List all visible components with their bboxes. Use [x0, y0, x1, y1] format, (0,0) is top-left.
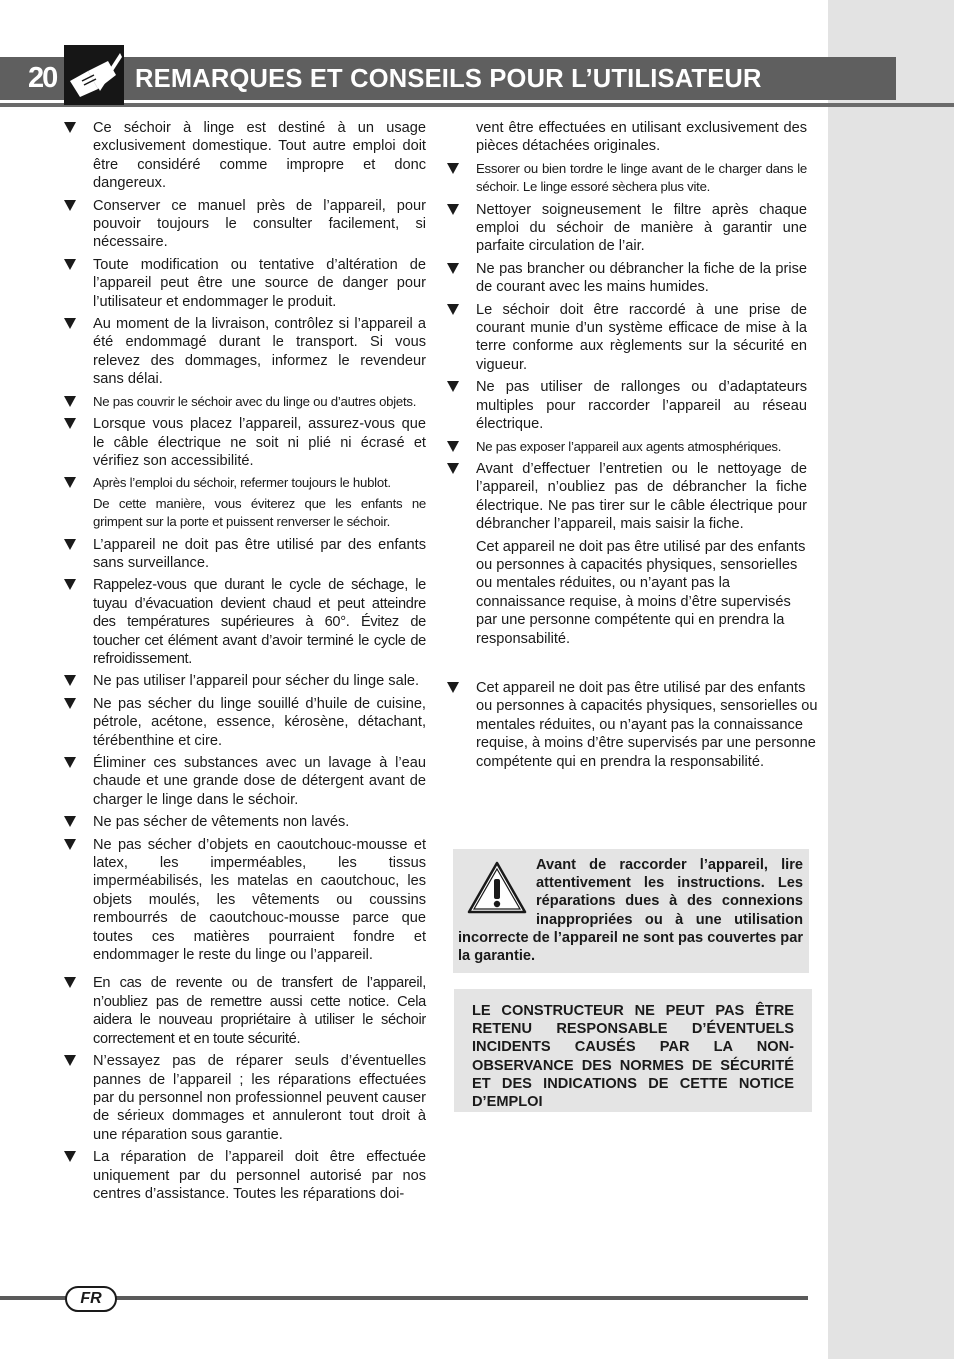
triangle-bullet-icon [64, 675, 76, 686]
triangle-bullet-icon [64, 579, 76, 590]
list-item: Au moment de la livraison, contrôlez si l’appareil a été endommagé durant le transport. Si vous relevez des dommages, informez le revendeur sans délai. [62, 315, 426, 389]
repair-continuation: vent être effectuées en utilisant exclusivement des pièces détachées originales. [476, 120, 807, 155]
children-paragraph: Cet appareil ne doit pas être utilisé par des enfants ou personnes à capacités physiques, sensorielles ou mentales réduites, ou n’ayant pas la connaissance requise, à moins d’être supervisés par une personne compétente qui en prendra la responsabilité. [476, 538, 806, 647]
list-item: Ne pas sécher de vêtements non lavés. [62, 813, 426, 831]
list-item: Lorsque vous placez l’appareil, assurez-vous que le câble électrique ne soit ni plié ni écrasé et vérifiez son accessibilité. [62, 415, 426, 470]
triangle-bullet-icon [64, 318, 76, 329]
triangle-bullet-icon [447, 463, 459, 474]
warning-text: Avant de raccorder l’appareil, lire attentivement les instructions. Les réparations dues à des connexions inappropriées ou à une utilisation incorrecte de l’appareil ne sont pas couvertes par la garantie. [458, 857, 803, 965]
triangle-bullet-icon [64, 1151, 76, 1162]
left-column [62, 119, 426, 1207]
list-item: Ne pas sécher d’objets en caoutchouc-mousse et latex, les imperméables, les tissus imperméabilisés, les matelas en caoutchouc, les objets moulés, les vêtements ou coussins rembourrés de caoutchouc-mousse parce que toutes ces matières pourraient fondre et endommager le reste du linge ou l’appareil. [62, 836, 426, 965]
page-number: 20 [28, 62, 57, 94]
language-badge: FR [65, 1286, 117, 1312]
page-title: REMARQUES ET CONSEILS POUR L’UTILISATEUR [135, 65, 762, 93]
triangle-bullet-icon [447, 682, 459, 693]
triangle-bullet-icon [64, 200, 76, 211]
side-strip [828, 0, 954, 1359]
triangle-bullet-icon [64, 698, 76, 709]
triangle-bullet-icon [447, 304, 459, 315]
triangle-bullet-icon [447, 441, 459, 452]
triangle-bullet-icon [447, 263, 459, 274]
hublot-continuation: De cette manière, vous éviterez que les enfants ne grimpent sur la porte et puissent renverser le séchoir. [93, 495, 426, 530]
list-item: Ne pas exposer l’appareil aux agents atmosphériques. [445, 438, 807, 456]
triangle-bullet-icon [64, 418, 76, 429]
list-item: Après l’emploi du séchoir, refermer toujours le hublot. [62, 474, 426, 492]
notice-text: LE CONSTRUCTEUR NE PEUT PAS ÊTRE RETENU RESPONSABLE D’ÉVENTUELS INCIDENTS CAUSÉS PAR LA NON-OBSERVANCE DES NORMES DE SÉCURITÉ ET DES INDICATIONS DE CETTE NOTICE D’EMPLOI [472, 1003, 794, 1111]
list-item: Ne pas couvrir le séchoir avec du linge ou d’autres objets. [62, 393, 426, 411]
warning-box [453, 849, 809, 973]
list-item: Toute modification ou tentative d’altération de l’appareil peut être une source de danger pour l’utilisateur et endommager le produit. [62, 256, 426, 311]
triangle-bullet-icon [64, 122, 76, 133]
list-item: Ne pas brancher ou débrancher la fiche de la prise de courant avec les mains humides. [445, 260, 807, 297]
list-item: Ne pas sécher du linge souillé d’huile de cuisine, pétrole, acétone, essence, kérosène, détachant, térébenthine et cire. [62, 695, 426, 750]
list-item: Rappelez-vous que durant le cycle de séchage, le tuyau d’évacuation devient chaud et peut atteindre des températures supérieures à 60°. Évitez de toucher cet élément avant d’avoir terminé le cycle de refroidissement. [62, 576, 426, 668]
book-icon [64, 45, 124, 105]
triangle-bullet-icon [64, 816, 76, 827]
header-underline [0, 103, 954, 107]
triangle-bullet-icon [64, 396, 76, 407]
triangle-bullet-icon [447, 381, 459, 392]
triangle-bullet-icon [447, 163, 459, 174]
list-item: Nettoyer soigneusement le filtre après chaque emploi du séchoir de manière à garantir une parfaite circulation de l’air. [445, 201, 807, 256]
right-column [445, 119, 807, 652]
list-item: Cet appareil ne doit pas être utilisé par des enfants ou personnes à capacités physiques, sensorielles ou mentales réduites, ou n’ayant pas la connaissance requise, à moins d’être supervisés par une personne compétente qui en prendra la responsabilité. [445, 679, 822, 771]
list-item: La réparation de l’appareil doit être effectuée uniquement par du personnel autorisé par nos centres d’assistance. Toutes les réparations doi- [62, 1148, 426, 1203]
list-item: En cas de revente ou de transfert de l’appareil, n’oubliez pas de remettre aussi cette notice. Cela aidera le nouveau propriétaire à utiliser le séchoir correctement et en toute sécurité. [62, 974, 426, 1048]
list-item: Le séchoir doit être raccordé à une prise de courant munie d’un système efficace de mise à la terre conforme aux règlements sur la sécurité en vigueur. [445, 301, 807, 375]
footer-line [0, 1296, 808, 1300]
list-item: Ce séchoir à linge est destiné à un usage exclusivement domestique. Tout autre emploi doit être considéré comme impropre et donc dangereux. [62, 119, 426, 193]
list-item: N’essayez pas de réparer seuls d’éventuelles pannes de l’appareil ; les réparations effectuées par du personnel non professionnel peuvent causer de sérieux dommages et annuleront tout droit à une réparation sous garantie. [62, 1052, 426, 1144]
list-item: Avant d’effectuer l’entretien ou le nettoyage de l’appareil, n’oubliez pas de débrancher la fiche électrique. Ne pas tirer sur le câble électrique pour débrancher l’appareil, mais saisir la fiche. [445, 460, 807, 534]
wide-list-item [445, 679, 822, 775]
list-item: Conserver ce manuel près de l’appareil, pour pouvoir toujours le consulter facilement, si nécessaire. [62, 197, 426, 252]
list-item: Essorer ou bien tordre le linge avant de le charger dans le séchoir. Le linge essoré sèchera plus vite. [445, 160, 807, 197]
triangle-bullet-icon [64, 477, 76, 488]
notice-box [454, 989, 812, 1112]
triangle-bullet-icon [64, 1055, 76, 1066]
triangle-bullet-icon [64, 539, 76, 550]
triangle-bullet-icon [64, 977, 76, 988]
list-item: Éliminer ces substances avec un lavage à l’eau chaude et une grande dose de détergent avant de charger le linge dans le séchoir. [62, 754, 426, 809]
list-item: Ne pas utiliser l’appareil pour sécher du linge sale. [62, 672, 426, 690]
warning-triangle-icon [466, 860, 528, 916]
triangle-bullet-icon [64, 839, 76, 850]
list-item: L’appareil ne doit pas être utilisé par des enfants sans surveillance. [62, 536, 426, 573]
triangle-bullet-icon [64, 757, 76, 768]
triangle-bullet-icon [447, 204, 459, 215]
list-item: Ne pas utiliser de rallonges ou d’adaptateurs multiples pour raccorder l’appareil au réseau électrique. [445, 378, 807, 433]
triangle-bullet-icon [64, 259, 76, 270]
